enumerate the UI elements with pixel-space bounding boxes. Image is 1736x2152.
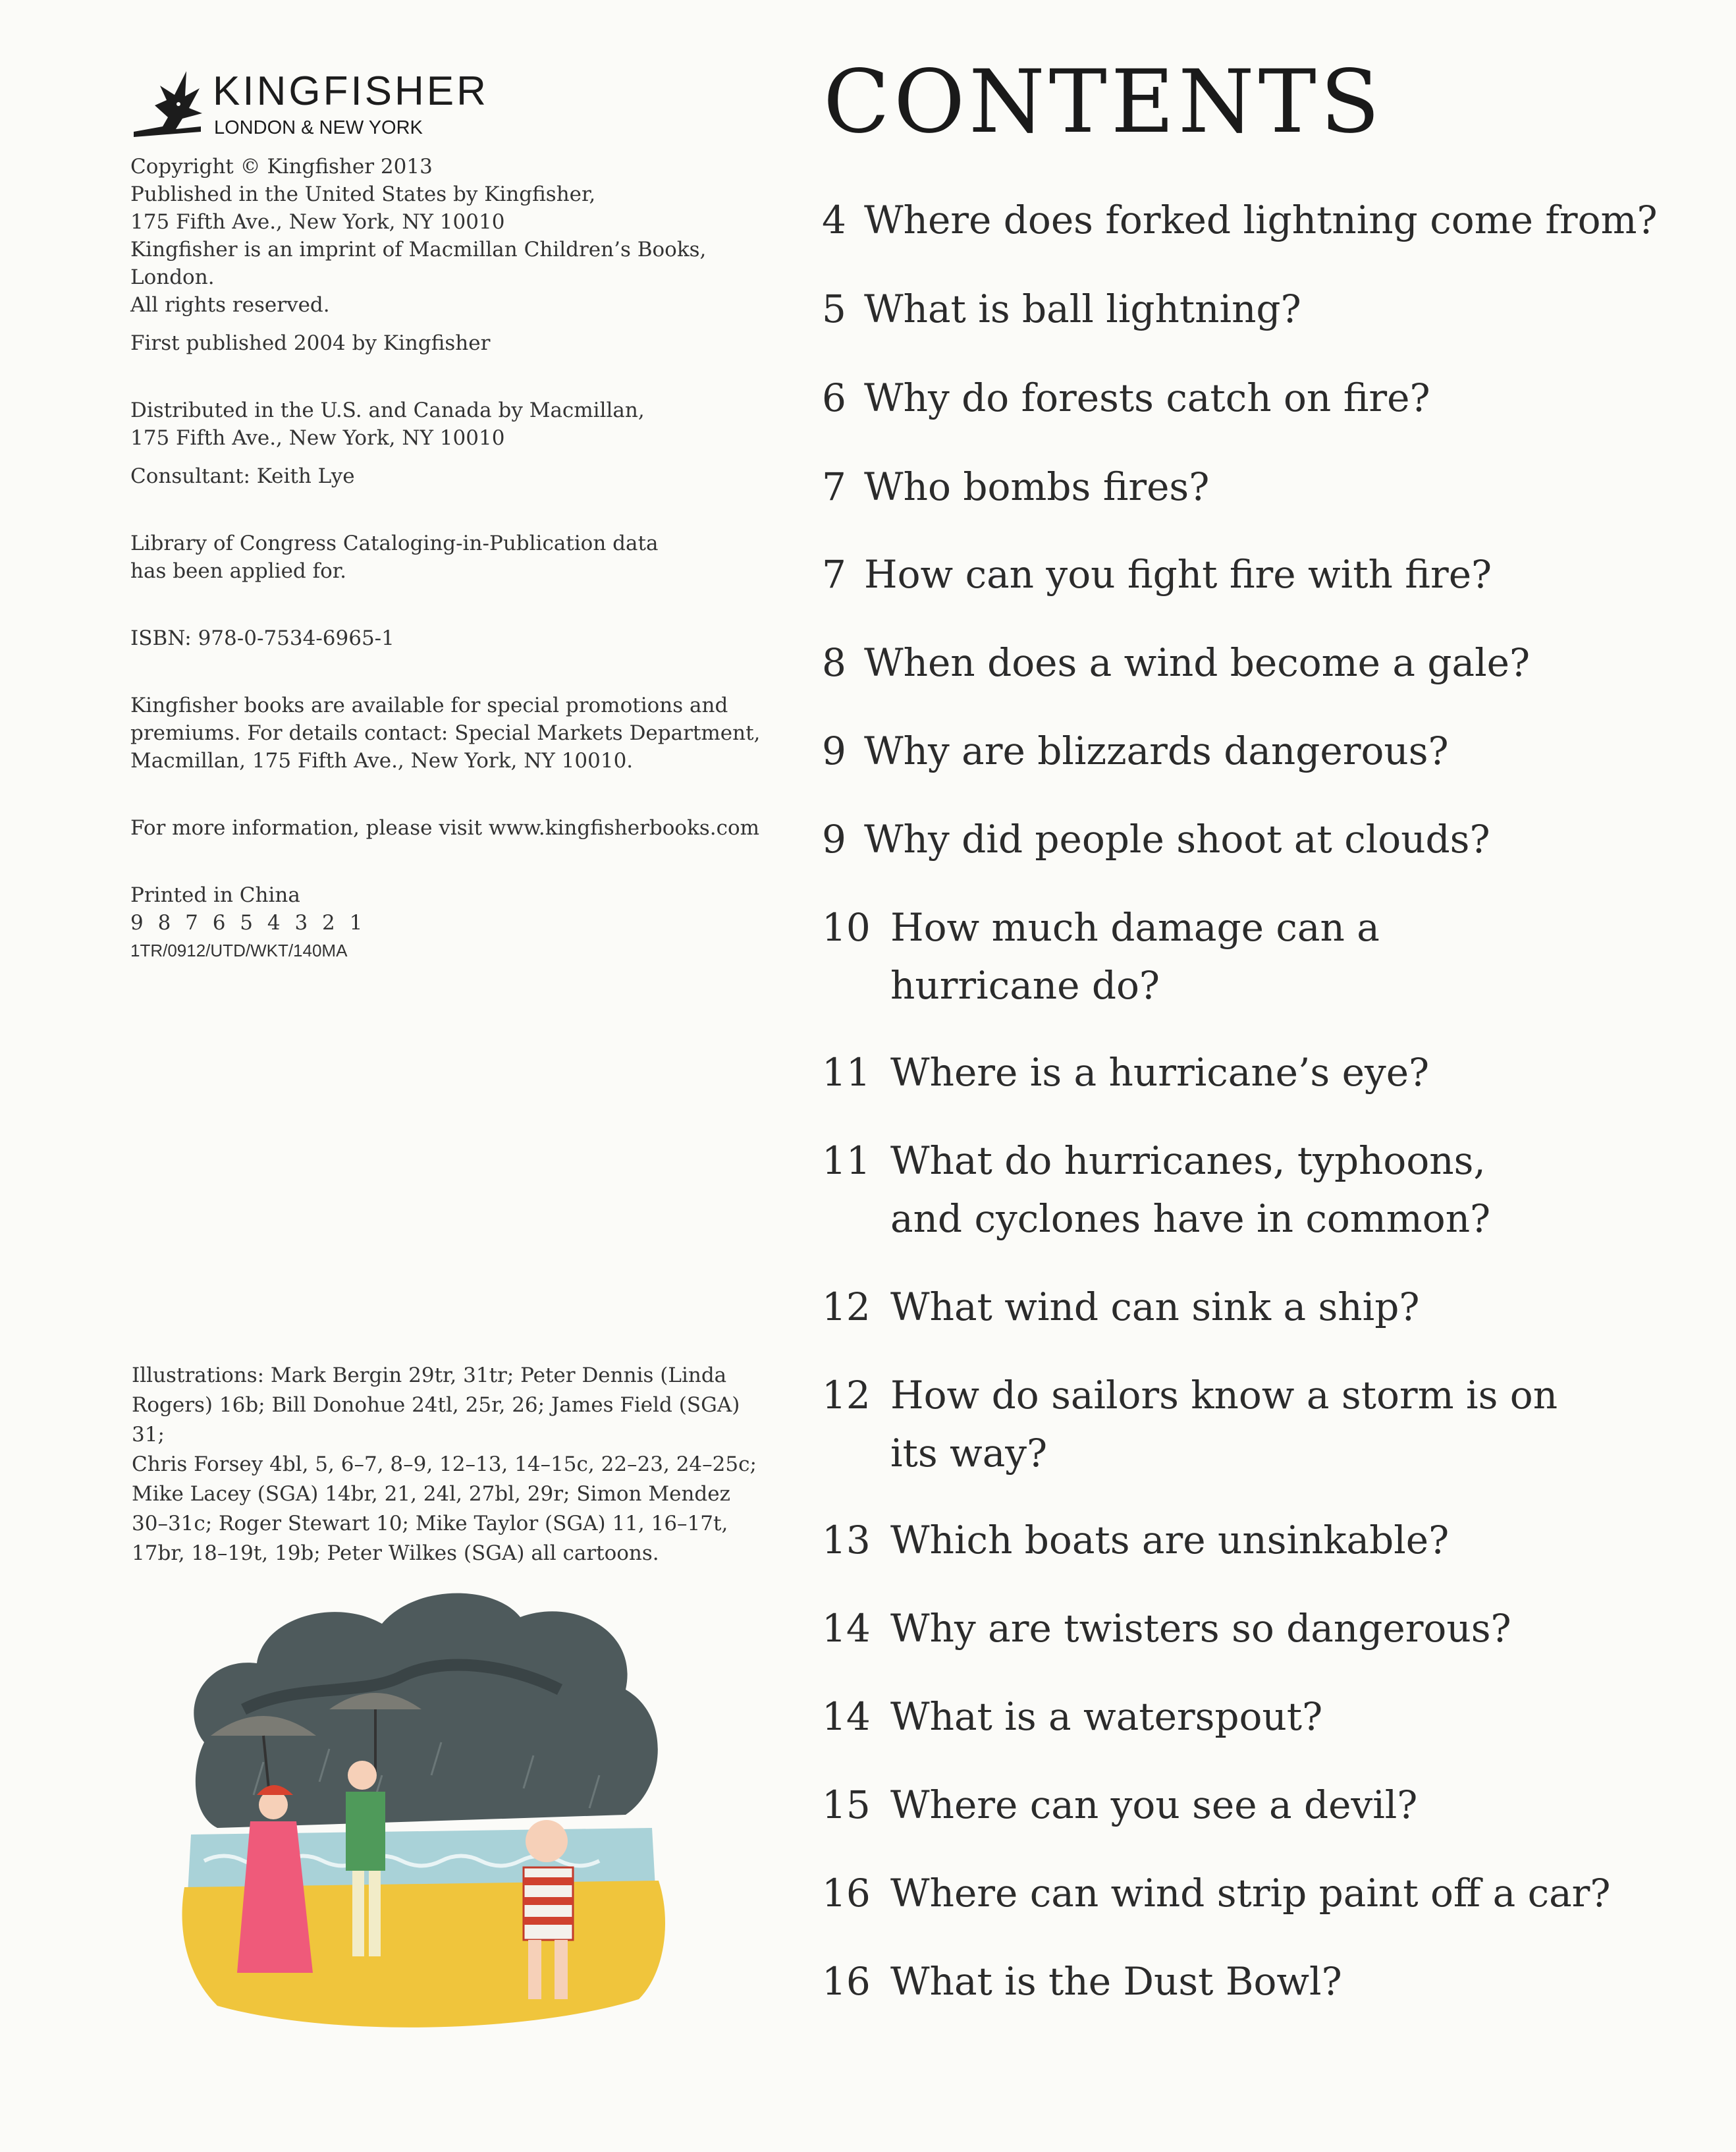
copyright-line: Copyright © Kingfisher 2013 (130, 155, 433, 179)
toc-item (822, 1132, 1698, 1248)
toc-page-number: 16 (822, 1959, 871, 2004)
toc-page-number: 14 (822, 1606, 871, 1651)
credits-line: Rogers) 16b; Bill Donohue 24tl, 25r, 26; James Field (SGA) 31; (132, 1393, 740, 1447)
toc-page-number: 11 (822, 1050, 871, 1095)
credits-line: Mike Lacey (SGA) 14br, 21, 24l, 27bl, 29r; Simon Mendez (132, 1482, 730, 1506)
distribution-line: Distributed in the U.S. and Canada by Macmillan, (130, 399, 645, 422)
toc-question: Where does forked lightning come from? (864, 198, 1658, 242)
toc-question: Why are blizzards dangerous? (864, 729, 1449, 773)
toc-page-number: 6 (822, 375, 846, 420)
toc-page-number: 11 (822, 1138, 871, 1183)
toc-question: Why are twisters so dangerous? (890, 1606, 1511, 1651)
credits-line: 30–31c; Roger Stewart 10; Mike Taylor (SGA) 11, 16–17t, (132, 1512, 728, 1535)
copyright-line: All rights reserved. (130, 293, 330, 317)
toc-page-number: 12 (822, 1284, 871, 1329)
toc-item (822, 1952, 1698, 2010)
contents-title: CONTENTS (823, 51, 1384, 153)
toc-question: What do hurricanes, typhoons, and cyclones have in common? (890, 1138, 1491, 1241)
toc-item (822, 1776, 1698, 1834)
toc-question: How can you fight fire with fire? (864, 552, 1492, 597)
toc-item (822, 1043, 1698, 1101)
copyright-line: Kingfisher is an imprint of Macmillan Children’s Books, (130, 238, 707, 262)
beach-storm-cartoon (165, 1578, 678, 2039)
credits-line: Chris Forsey 4bl, 5, 6–7, 8–9, 12–13, 14–15c, 22–23, 24–25c; (132, 1452, 757, 1476)
print-run: 9 8 7 6 5 4 3 2 1 (130, 911, 367, 935)
printed-in: Printed in China (130, 883, 300, 907)
promo-line: premiums. For details contact: Special Markets Department, (130, 721, 761, 745)
publisher-logo (128, 66, 489, 145)
toc-page-number: 8 (822, 640, 846, 685)
copyright-line: Published in the United States by Kingfisher, (130, 182, 596, 206)
toc-item (822, 458, 1698, 516)
toc-item (822, 898, 1698, 1014)
toc-question: How do sailors know a storm is on its way? (890, 1373, 1558, 1476)
toc-item (822, 1688, 1698, 1746)
toc-question: What is the Dust Bowl? (890, 1959, 1342, 2004)
toc-question: Where can wind strip paint off a car? (890, 1871, 1611, 1916)
toc-question: How much damage can a hurricane do? (890, 905, 1380, 1008)
logo-name: KINGFISHER (213, 69, 489, 114)
toc-item (822, 1599, 1698, 1657)
toc-question: Why did people shoot at clouds? (864, 817, 1490, 862)
promo-line: Macmillan, 175 Fifth Ave., New York, NY 10010. (130, 749, 634, 773)
toc-question: What wind can sink a ship? (890, 1284, 1420, 1329)
logo-tagline: LONDON & NEW YORK (214, 117, 423, 138)
distribution-line: 175 Fifth Ave., New York, NY 10010 (130, 426, 505, 450)
toc-item (822, 280, 1698, 338)
first-published: First published 2004 by Kingfisher (130, 331, 491, 355)
toc-question: Why do forests catch on fire? (864, 375, 1430, 420)
toc-page-number: 14 (822, 1694, 871, 1739)
toc-item (822, 634, 1698, 692)
toc-question: Where is a hurricane’s eye? (890, 1050, 1430, 1095)
credits-line: 17br, 18–19t, 19b; Peter Wilkes (SGA) all cartoons. (132, 1541, 659, 1565)
copyright-line: 175 Fifth Ave., New York, NY 10010 (130, 210, 505, 234)
toc-page-number: 4 (822, 198, 846, 242)
toc-question: What is ball lightning? (864, 287, 1301, 331)
toc-item (822, 1366, 1698, 1482)
isbn: ISBN: 978-0-7534-6965-1 (130, 626, 394, 650)
toc-question: Which boats are unsinkable? (890, 1518, 1450, 1562)
website-info: For more information, please visit www.kingfisherbooks.com (130, 816, 760, 840)
print-code: 1TR/0912/UTD/WKT/140MA (130, 941, 348, 960)
toc-page-number: 12 (822, 1373, 871, 1418)
toc-page-number: 9 (822, 817, 846, 862)
toc-item (822, 545, 1698, 603)
toc-item (822, 722, 1698, 780)
cip-line: Library of Congress Cataloging-in-Publication data (130, 532, 659, 555)
toc-page-number: 9 (822, 729, 846, 773)
toc-page-number: 7 (822, 464, 846, 509)
consultant: Consultant: Keith Lye (130, 464, 355, 488)
copyright-line: London. (130, 265, 215, 289)
cip-line: has been applied for. (130, 559, 347, 583)
credits-line: Illustrations: Mark Bergin 29tr, 31tr; Peter Dennis (Linda (132, 1364, 727, 1387)
toc-item (822, 369, 1698, 427)
toc-item (822, 810, 1698, 868)
kingfisher-bird-logo-icon (128, 66, 207, 144)
copyright-block (130, 153, 763, 964)
toc-page-number: 13 (822, 1518, 871, 1562)
toc-question: Who bombs fires? (864, 464, 1210, 509)
toc-item (822, 191, 1698, 249)
illustration-credits (132, 1361, 764, 1568)
toc-question: Where can you see a devil? (890, 1782, 1418, 1827)
toc-page-number: 16 (822, 1871, 871, 1916)
toc-page-number: 7 (822, 552, 846, 597)
toc-page-number: 5 (822, 287, 846, 331)
toc-page-number: 15 (822, 1782, 871, 1827)
toc-question: When does a wind become a gale? (864, 640, 1531, 685)
toc-item (822, 1864, 1698, 1922)
toc-item (822, 1278, 1698, 1336)
toc-page-number: 10 (822, 905, 871, 950)
toc-question: What is a waterspout? (890, 1694, 1323, 1739)
promo-line: Kingfisher books are available for special promotions and (130, 694, 728, 717)
toc-item (822, 1511, 1698, 1569)
